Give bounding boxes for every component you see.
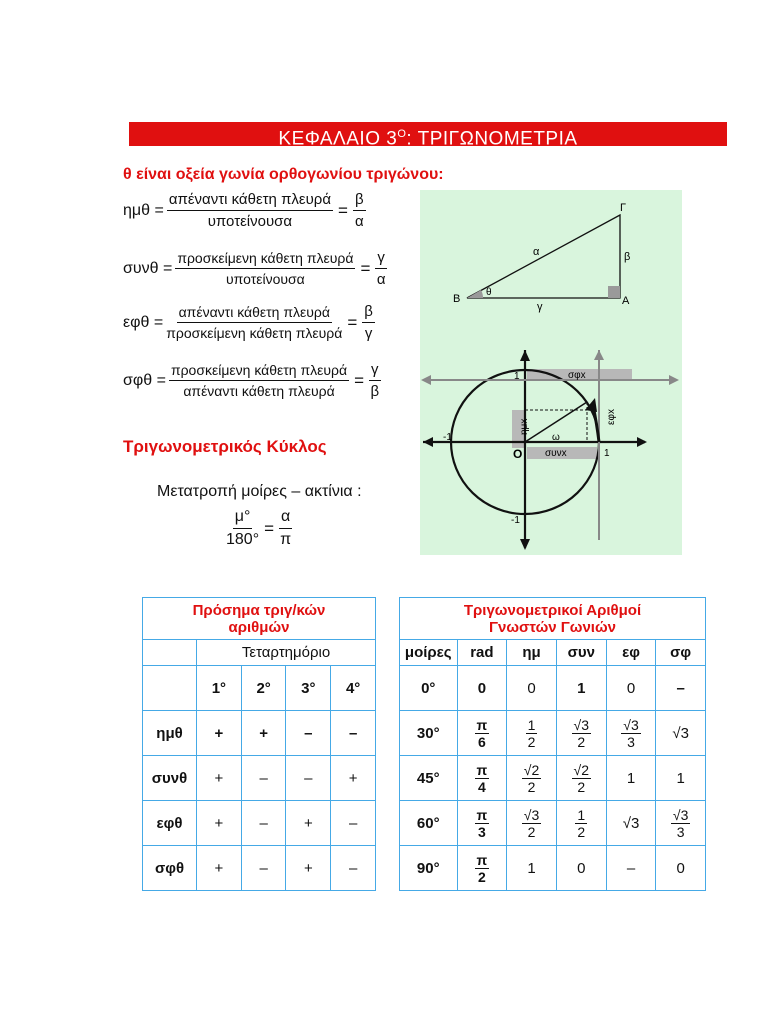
sin-den: 2 bbox=[527, 824, 536, 840]
sin-fraction bbox=[167, 191, 333, 230]
known-angles-table bbox=[399, 597, 706, 891]
angle-row-60 bbox=[400, 801, 706, 846]
sign-cell: + bbox=[197, 711, 242, 756]
angles-table-header-line1: Τριγωνομετρικοί Αριθμοί bbox=[463, 601, 642, 619]
side-a-label: α bbox=[533, 246, 540, 258]
side-c-label: γ bbox=[537, 301, 543, 313]
col-tan: εφ bbox=[606, 640, 656, 666]
angle-sin bbox=[507, 801, 557, 846]
tan-den: 3 bbox=[627, 734, 635, 750]
rad-den: 3 bbox=[477, 824, 486, 840]
cot-equals: = bbox=[354, 370, 365, 390]
angle-cot bbox=[656, 801, 706, 846]
sign-table-header-line1: Πρόσημα τριγ/κών bbox=[192, 601, 326, 619]
rad-den: 2 bbox=[477, 869, 486, 885]
angle-rad bbox=[457, 846, 507, 891]
cos-den: 2 bbox=[577, 734, 586, 750]
cot-formula bbox=[123, 361, 381, 400]
tan-denominator: προσκείμενη κάθετη πλευρά bbox=[166, 325, 343, 341]
cot-axis-arrow bbox=[669, 375, 679, 385]
sin-equals: = bbox=[338, 200, 348, 220]
sin-den: 2 bbox=[527, 734, 536, 750]
cos-den: 2 bbox=[577, 824, 586, 840]
tan-formula bbox=[123, 303, 375, 342]
sign-row-cos bbox=[143, 756, 376, 801]
angle-rad: 0 bbox=[457, 666, 507, 711]
angle-tan: 1 bbox=[606, 756, 656, 801]
x-one-label: 1 bbox=[604, 448, 610, 459]
cos-lhs: συνθ = bbox=[123, 259, 173, 277]
vertex-b-label: Β bbox=[453, 293, 461, 305]
angle-tan: 0 bbox=[606, 666, 656, 711]
rad-num: π bbox=[476, 717, 488, 733]
sign-cell: – bbox=[331, 846, 376, 891]
angle-cos: 1 bbox=[556, 666, 606, 711]
cos-ratio-num: γ bbox=[375, 249, 387, 269]
col-degrees: μοίρες bbox=[400, 640, 458, 666]
sin-label: ημx bbox=[519, 418, 530, 435]
x-axis-right-arrow bbox=[637, 437, 647, 447]
cot-ratio-num: γ bbox=[369, 361, 381, 381]
quadrant-4: 4° bbox=[331, 666, 376, 711]
quadrant-3: 3° bbox=[286, 666, 331, 711]
angle-cos bbox=[556, 756, 606, 801]
angle-rad bbox=[457, 756, 507, 801]
tan-ratio-num: β bbox=[362, 303, 375, 323]
sign-cell: + bbox=[197, 846, 242, 891]
conversion-label: Μετατροπή μοίρες – ακτίνια : bbox=[157, 483, 362, 500]
angle-sin: 1 bbox=[507, 846, 557, 891]
sign-cell: + bbox=[197, 756, 242, 801]
angle-cot: – bbox=[656, 666, 706, 711]
quadrant-1: 1° bbox=[197, 666, 242, 711]
conversion-degrees: μ° bbox=[233, 508, 253, 529]
angle-deg: 90° bbox=[400, 846, 458, 891]
sign-table-header bbox=[143, 598, 376, 640]
cos-denominator: υποτείνουσα bbox=[226, 271, 305, 287]
conversion-right-fraction bbox=[279, 508, 292, 549]
angle-cot: 0 bbox=[656, 846, 706, 891]
cos-fraction bbox=[175, 250, 355, 287]
cot-numerator: προσκείμενη κάθετη πλευρά bbox=[169, 362, 349, 381]
cot-fraction bbox=[169, 362, 349, 399]
triangle-shape bbox=[467, 215, 620, 298]
y-one-label: 1 bbox=[514, 371, 520, 382]
sign-row-tan bbox=[143, 801, 376, 846]
col-cos: συν bbox=[556, 640, 606, 666]
cot-label: σφx bbox=[568, 370, 586, 381]
sign-cell: – bbox=[331, 711, 376, 756]
conversion-left-fraction bbox=[226, 508, 259, 549]
cos-ratio bbox=[375, 249, 387, 288]
sign-cell: + bbox=[286, 846, 331, 891]
angles-table-header-line2: Γνωστών Γωνιών bbox=[489, 618, 616, 636]
sin-numerator: απέναντι κάθετη πλευρά bbox=[167, 191, 333, 211]
cos-numerator: προσκείμενη κάθετη πλευρά bbox=[175, 250, 355, 269]
sign-cell: – bbox=[286, 711, 331, 756]
conversion-equals: = bbox=[264, 518, 275, 538]
col-cot: σφ bbox=[656, 640, 706, 666]
theta-label: θ bbox=[486, 287, 492, 298]
omega-label: ω bbox=[552, 432, 560, 443]
x-axis-left-arrow bbox=[423, 437, 433, 447]
chapter-title-banner bbox=[129, 122, 727, 150]
unit-circle-figure bbox=[421, 350, 679, 550]
tan-fraction bbox=[166, 304, 342, 341]
sin-lhs: ημθ = bbox=[123, 201, 164, 219]
angle-cos: 0 bbox=[556, 846, 606, 891]
acute-angle-subtitle: θ είναι οξεία γωνία ορθογωνίου τριγώνου: bbox=[123, 166, 444, 183]
sign-fn-cot: σφθ bbox=[143, 846, 197, 891]
angle-deg: 60° bbox=[400, 801, 458, 846]
cot-axis-left-arrow bbox=[421, 375, 431, 385]
rad-num: π bbox=[476, 807, 488, 823]
sin-ratio-den: α bbox=[354, 213, 364, 230]
sin-den: 2 bbox=[527, 779, 536, 795]
x-minus-one-label: -1 bbox=[443, 432, 452, 443]
angle-sin bbox=[507, 756, 557, 801]
angle-sin bbox=[507, 711, 557, 756]
sign-table-corner bbox=[143, 640, 197, 666]
sign-table-header-line2: αριθμών bbox=[228, 618, 290, 636]
sign-row-cot bbox=[143, 846, 376, 891]
sin-denominator: υποτείνουσα bbox=[207, 213, 293, 230]
right-triangle bbox=[453, 202, 630, 313]
angles-table-header bbox=[400, 598, 706, 640]
sign-cell: – bbox=[241, 756, 286, 801]
vertex-a-label: Α bbox=[622, 295, 630, 307]
tan-equals: = bbox=[347, 312, 358, 332]
sign-cell: – bbox=[331, 801, 376, 846]
angle-deg: 30° bbox=[400, 711, 458, 756]
quadrant-row-corner bbox=[143, 666, 197, 711]
sign-cell: – bbox=[241, 846, 286, 891]
conversion-formula bbox=[226, 508, 292, 549]
sin-ratio-num: β bbox=[353, 191, 366, 211]
quadrant-label: Τεταρτημόριο bbox=[197, 640, 376, 666]
sign-fn-tan: εφθ bbox=[143, 801, 197, 846]
rad-num: π bbox=[476, 852, 488, 868]
sign-cell: + bbox=[331, 756, 376, 801]
angle-row-90 bbox=[400, 846, 706, 891]
cos-num: 1 bbox=[577, 807, 586, 823]
tan-axis-arrow bbox=[594, 350, 604, 360]
tan-label: εφx bbox=[606, 409, 617, 425]
sign-table bbox=[142, 597, 376, 891]
angle-tan: – bbox=[606, 846, 656, 891]
cos-den: 2 bbox=[577, 779, 586, 795]
cot-lhs: σφθ = bbox=[123, 371, 166, 389]
chapter-title-prefix: ΚΕΦΑΛΑΙΟ 3 bbox=[278, 128, 398, 150]
tan-numerator: απέναντι κάθετη πλευρά bbox=[177, 304, 332, 323]
sign-cell: + bbox=[286, 801, 331, 846]
sign-cell: – bbox=[241, 801, 286, 846]
angle-rad bbox=[457, 711, 507, 756]
quadrant-row bbox=[143, 666, 376, 711]
sign-cell: + bbox=[197, 801, 242, 846]
angle-row-45 bbox=[400, 756, 706, 801]
sign-row-sin bbox=[143, 711, 376, 756]
y-axis-bottom-arrow bbox=[520, 539, 530, 550]
rad-num: π bbox=[476, 762, 488, 778]
angles-columns-row bbox=[400, 640, 706, 666]
y-minus-one-label: -1 bbox=[511, 515, 520, 526]
angle-row-30 bbox=[400, 711, 706, 756]
tan-num: √3 bbox=[623, 717, 639, 733]
cos-ratio-den: α bbox=[376, 271, 386, 288]
cos-formula bbox=[123, 249, 387, 288]
angle-cot: 1 bbox=[656, 756, 706, 801]
angle-cos bbox=[556, 711, 606, 756]
rad-den: 4 bbox=[477, 779, 486, 795]
sin-num: √3 bbox=[523, 807, 540, 823]
angle-tan: √3 bbox=[606, 801, 656, 846]
tan-ratio bbox=[362, 303, 375, 342]
tan-lhs: εφθ = bbox=[123, 313, 164, 331]
col-rad: rad bbox=[457, 640, 507, 666]
cot-ratio bbox=[369, 361, 381, 400]
sign-fn-cos: συνθ bbox=[143, 756, 197, 801]
sign-cell: – bbox=[286, 756, 331, 801]
quadrant-2: 2° bbox=[241, 666, 286, 711]
cot-den: 3 bbox=[676, 824, 685, 840]
angle-cot: √3 bbox=[656, 711, 706, 756]
origin-label: O bbox=[513, 447, 523, 461]
chapter-title-sup: Ο bbox=[397, 128, 407, 140]
chapter-title-suffix: : ΤΡΙΓΩΝΟΜΕΤΡΙΑ bbox=[406, 128, 578, 150]
sign-cell: + bbox=[241, 711, 286, 756]
cos-num: √3 bbox=[573, 717, 590, 733]
sin-num: 1 bbox=[527, 717, 536, 733]
angle-deg: 45° bbox=[400, 756, 458, 801]
cos-num: √2 bbox=[573, 762, 590, 778]
tan-ratio-den: γ bbox=[364, 325, 373, 342]
conversion-pi: π bbox=[280, 531, 292, 548]
cot-num: √3 bbox=[672, 807, 689, 823]
theta-angle-marker bbox=[467, 290, 483, 298]
angle-tan bbox=[606, 711, 656, 756]
sin-num: √2 bbox=[523, 762, 540, 778]
angle-deg: 0° bbox=[400, 666, 458, 711]
conversion-180: 180° bbox=[226, 531, 260, 548]
vertex-g-label: Γ bbox=[620, 202, 627, 214]
side-b-label: β bbox=[624, 251, 631, 263]
y-axis-top-arrow bbox=[520, 350, 530, 361]
trig-circle-title: Τριγωνομετρικός Κύκλος bbox=[123, 437, 327, 456]
sin-formula bbox=[123, 191, 366, 230]
rad-den: 6 bbox=[477, 734, 486, 750]
cot-ratio-den: β bbox=[370, 383, 380, 400]
trig-figures bbox=[415, 190, 685, 560]
angle-row-0 bbox=[400, 666, 706, 711]
conversion-alpha: α bbox=[279, 508, 292, 529]
angle-cos bbox=[556, 801, 606, 846]
right-angle-marker bbox=[608, 286, 620, 298]
cot-denominator: απέναντι κάθετη πλευρά bbox=[183, 383, 335, 399]
cos-label: συνx bbox=[545, 448, 567, 459]
sign-fn-sin: ημθ bbox=[143, 711, 197, 756]
angle-sin: 0 bbox=[507, 666, 557, 711]
angle-rad bbox=[457, 801, 507, 846]
sin-ratio bbox=[353, 191, 366, 230]
cos-equals: = bbox=[360, 258, 371, 278]
col-sin: ημ bbox=[507, 640, 557, 666]
